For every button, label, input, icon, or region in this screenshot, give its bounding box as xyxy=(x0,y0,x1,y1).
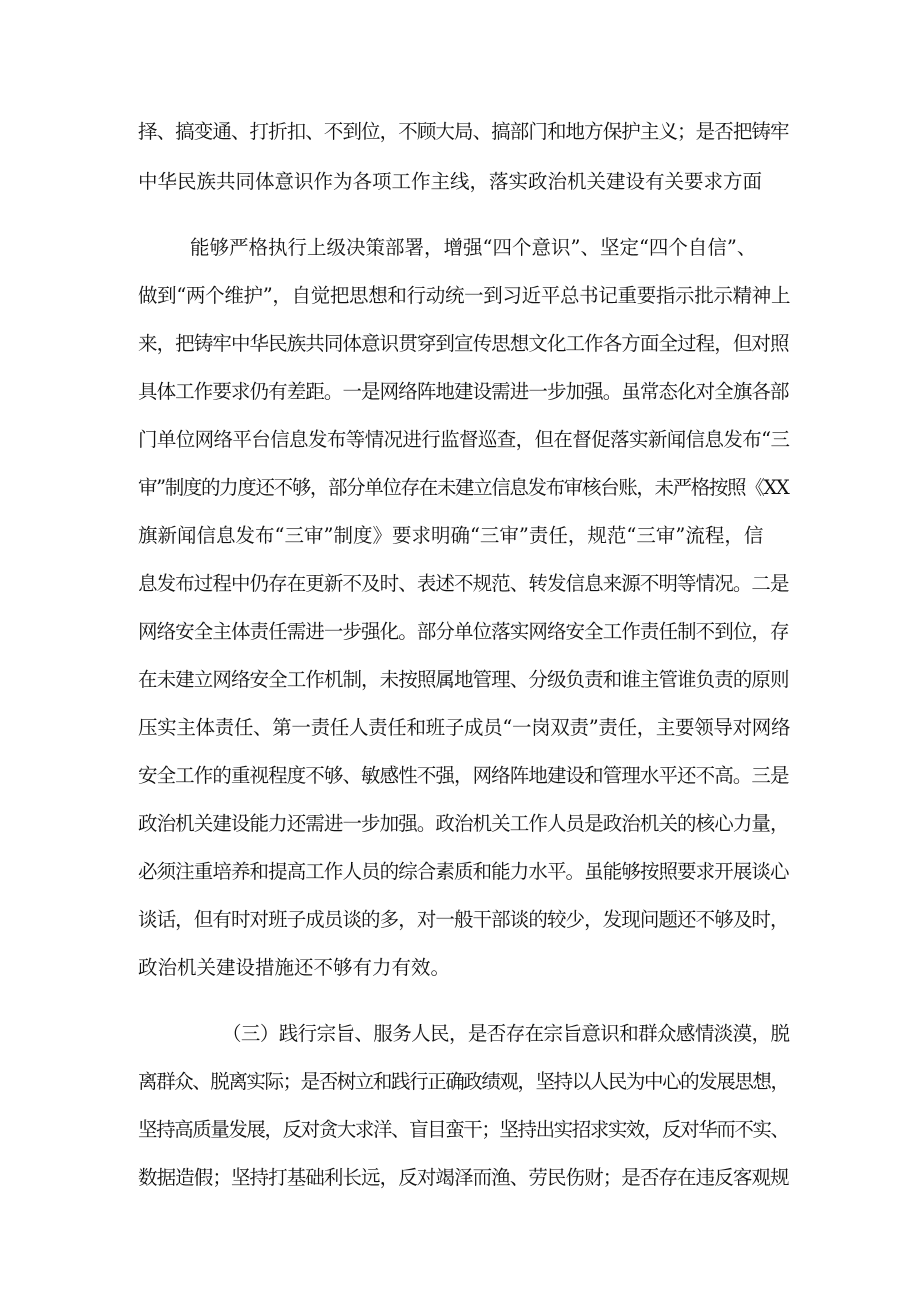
text-line: 坚持高质量发展，反对贪大求洋、盲目蛮干；坚持出实招求实效，反对华而不实、 xyxy=(138,1118,789,1141)
text-line: 安全工作的重视程度不够、敏感性不强，网络阵地建设和管理水平还不高。三是 xyxy=(138,764,789,787)
text-line: 压实主体责任、第一责任人责任和班子成员“一岗双责”责任，主要领导对网络 xyxy=(138,716,791,739)
text-line: 能够严格执行上级决策部署，增强“四个意识”、坚定“四个自信”、 xyxy=(190,236,757,259)
text-line: 旗新闻信息发布“三审”制度》要求明确“三审”责任，规范“三审”流程，信 xyxy=(138,524,764,547)
text-line: 门单位网络平台信息发布等情况进行监督巡查，但在督促落实新闻信息发布“三 xyxy=(138,428,790,451)
text-line: 具体工作要求仍有差距。一是网络阵地建设需进一步加强。虽常态化对全旗各部 xyxy=(138,380,789,403)
text-line: 谈话，但有时对班子成员谈的多，对一般干部谈的较少，发现问题还不够及时， xyxy=(138,908,789,931)
text-line: 离群众、脱离实际；是否树立和践行正确政绩观，坚持以人民为中心的发展思想， xyxy=(138,1070,789,1093)
text-line: 择、搞变通、打折扣、不到位，不顾大局、搞部门和地方保护主义；是否把铸牢 xyxy=(138,120,789,143)
text-line: 在未建立网络安全工作机制，未按照属地管理、分级负责和谁主管谁负责的原则 xyxy=(138,668,789,691)
text-line: 中华民族共同体意识作为各项工作主线，落实政治机关建设有关要求方面 xyxy=(138,170,763,193)
text-line: 必须注重培养和提高工作人员的综合素质和能力水平。虽能够按照要求开展谈心 xyxy=(138,860,789,883)
text-line: 审”制度的力度还不够，部分单位存在未建立信息发布审核台账，未严格按照《XX xyxy=(138,476,789,499)
text-line: 数据造假；坚持打基础利长远，反对竭泽而渔、劳民伤财；是否存在违反客观规 xyxy=(138,1166,789,1189)
text-line: 网络安全主体责任需进一步强化。部分单位落实网络安全工作责任制不到位，存 xyxy=(138,620,789,643)
text-line: 政治机关建设措施还不够有力有效。 xyxy=(138,956,451,979)
text-line: 来，把铸牢中华民族共同体意识贯穿到宣传思想文化工作各方面全过程，但对照 xyxy=(138,332,789,355)
text-line: 息发布过程中仍存在更新不及时、表述不规范、转发信息来源不明等情况。二是 xyxy=(138,572,789,595)
text-line: 政治机关建设能力还需进一步加强。政治机关工作人员是政治机关的核心力量， xyxy=(138,812,789,835)
text-line: 做到“两个维护”，自觉把思想和行动统一到习近平总书记重要指示批示精神上 xyxy=(138,284,791,307)
text-line: （三）践行宗旨、服务人民，是否存在宗旨意识和群众感情淡漠，脱 xyxy=(222,1022,790,1045)
